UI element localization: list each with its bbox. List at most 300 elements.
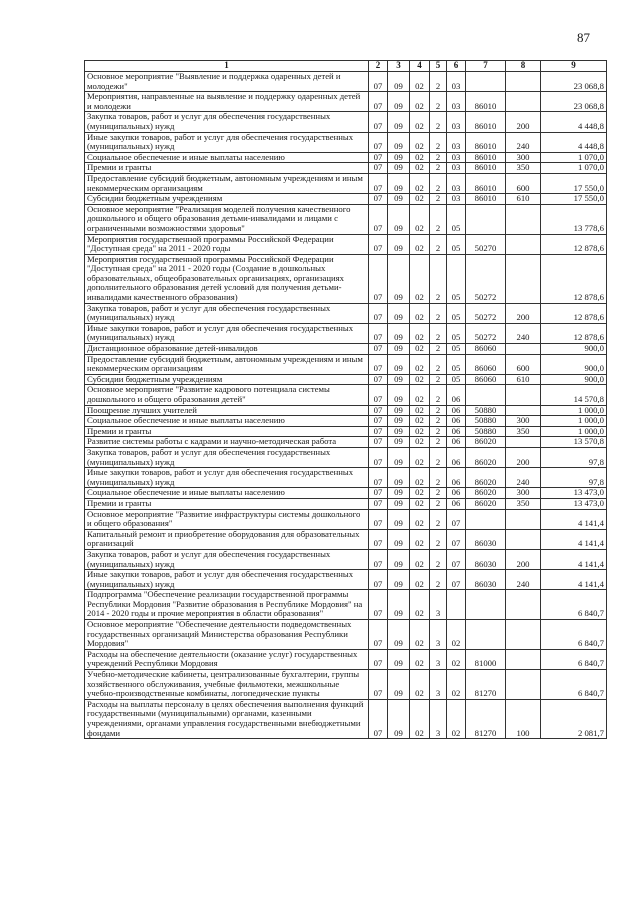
row-name-cell: Социальное обеспечение и иные выплаты населению xyxy=(85,152,369,163)
subsection-code-cell: 09 xyxy=(388,488,410,499)
event-code-cell: 03 xyxy=(447,72,466,92)
event-code-cell: 02 xyxy=(447,649,466,669)
program-code-cell: 02 xyxy=(410,405,430,416)
subsection-code-cell: 09 xyxy=(388,234,410,254)
subprogram-code-cell: 2 xyxy=(430,426,447,437)
direction-code-cell: 50880 xyxy=(466,426,506,437)
amount-cell: 12 878,6 xyxy=(541,303,607,323)
expense-type-code-cell: 200 xyxy=(506,303,541,323)
section-code-cell: 07 xyxy=(369,385,388,405)
event-code-cell xyxy=(447,590,466,620)
table-row xyxy=(85,92,607,112)
direction-code-cell: 50272 xyxy=(466,303,506,323)
subsection-code-cell: 09 xyxy=(388,344,410,355)
expense-type-code-cell: 300 xyxy=(506,152,541,163)
program-code-cell: 02 xyxy=(410,303,430,323)
event-code-cell: 03 xyxy=(447,152,466,163)
table-row xyxy=(85,204,607,234)
page-number: 87 xyxy=(577,30,590,45)
header-cell: 6 xyxy=(447,61,466,72)
section-code-cell: 07 xyxy=(369,426,388,437)
subprogram-code-cell: 3 xyxy=(430,620,447,650)
direction-code-cell: 86010 xyxy=(466,132,506,152)
event-code-cell: 03 xyxy=(447,132,466,152)
row-name-cell: Субсидии бюджетным учреждениям xyxy=(85,374,369,385)
section-code-cell: 07 xyxy=(369,354,388,374)
subsection-code-cell: 09 xyxy=(388,152,410,163)
table-row xyxy=(85,163,607,174)
expense-type-code-cell xyxy=(506,385,541,405)
section-code-cell: 07 xyxy=(369,468,388,488)
table-row xyxy=(85,354,607,374)
subprogram-code-cell: 2 xyxy=(430,354,447,374)
amount-cell: 17 550,0 xyxy=(541,173,607,193)
subsection-code-cell: 09 xyxy=(388,437,410,448)
subprogram-code-cell: 2 xyxy=(430,152,447,163)
subprogram-code-cell: 2 xyxy=(430,194,447,205)
program-code-cell: 02 xyxy=(410,447,430,467)
expense-type-code-cell xyxy=(506,92,541,112)
subprogram-code-cell: 2 xyxy=(430,416,447,427)
expense-type-code-cell xyxy=(506,509,541,529)
direction-code-cell: 81270 xyxy=(466,670,506,700)
section-code-cell: 07 xyxy=(369,194,388,205)
program-code-cell: 02 xyxy=(410,112,430,132)
subsection-code-cell: 09 xyxy=(388,447,410,467)
subprogram-code-cell: 2 xyxy=(430,509,447,529)
subsection-code-cell: 09 xyxy=(388,498,410,509)
section-code-cell: 07 xyxy=(369,570,388,590)
event-code-cell: 07 xyxy=(447,570,466,590)
table-row xyxy=(85,385,607,405)
expense-type-code-cell xyxy=(506,234,541,254)
program-code-cell: 02 xyxy=(410,498,430,509)
event-code-cell: 05 xyxy=(447,254,466,303)
section-code-cell: 07 xyxy=(369,234,388,254)
row-name-cell: Субсидии бюджетным учреждениям xyxy=(85,194,369,205)
amount-cell: 12 878,6 xyxy=(541,254,607,303)
direction-code-cell: 86010 xyxy=(466,92,506,112)
section-code-cell: 07 xyxy=(369,488,388,499)
row-name-cell: Закупка товаров, работ и услуг для обеспечения государственных (муниципальных) нужд xyxy=(85,303,369,323)
header-cell: 2 xyxy=(369,61,388,72)
expense-type-code-cell xyxy=(506,590,541,620)
section-code-cell: 07 xyxy=(369,254,388,303)
amount-cell: 23 068,8 xyxy=(541,72,607,92)
subprogram-code-cell: 2 xyxy=(430,549,447,569)
subprogram-code-cell: 2 xyxy=(430,374,447,385)
amount-cell: 12 878,6 xyxy=(541,234,607,254)
subprogram-code-cell: 2 xyxy=(430,570,447,590)
program-code-cell: 02 xyxy=(410,699,430,738)
table-row xyxy=(85,570,607,590)
expense-type-code-cell xyxy=(506,649,541,669)
program-code-cell: 02 xyxy=(410,344,430,355)
program-code-cell: 02 xyxy=(410,649,430,669)
amount-cell: 4 141,4 xyxy=(541,529,607,549)
row-name-cell: Премии и гранты xyxy=(85,426,369,437)
expense-type-code-cell xyxy=(506,72,541,92)
row-name-cell: Основное мероприятие "Обеспечение деятельности подведомственных государственных организаций Министерства образования Республики Мордовия" xyxy=(85,620,369,650)
expense-type-code-cell: 200 xyxy=(506,549,541,569)
amount-cell: 13 778,6 xyxy=(541,204,607,234)
event-code-cell: 06 xyxy=(447,488,466,499)
program-code-cell: 02 xyxy=(410,194,430,205)
table-row xyxy=(85,112,607,132)
event-code-cell: 03 xyxy=(447,173,466,193)
direction-code-cell: 86020 xyxy=(466,447,506,467)
subprogram-code-cell: 3 xyxy=(430,670,447,700)
subsection-code-cell: 09 xyxy=(388,163,410,174)
section-code-cell: 07 xyxy=(369,163,388,174)
direction-code-cell xyxy=(466,620,506,650)
subprogram-code-cell: 2 xyxy=(430,204,447,234)
event-code-cell: 06 xyxy=(447,498,466,509)
program-code-cell: 02 xyxy=(410,620,430,650)
row-name-cell: Основное мероприятие "Развитие кадрового потенциала системы дошкольного и общего образования детей" xyxy=(85,385,369,405)
header-cell: 3 xyxy=(388,61,410,72)
header-cell: 5 xyxy=(430,61,447,72)
row-name-cell: Премии и гранты xyxy=(85,498,369,509)
subprogram-code-cell: 2 xyxy=(430,112,447,132)
table-row xyxy=(85,670,607,700)
subprogram-code-cell: 3 xyxy=(430,699,447,738)
direction-code-cell: 86010 xyxy=(466,152,506,163)
event-code-cell: 06 xyxy=(447,447,466,467)
expense-type-code-cell xyxy=(506,405,541,416)
table-row xyxy=(85,699,607,738)
direction-code-cell xyxy=(466,204,506,234)
event-code-cell: 05 xyxy=(447,354,466,374)
section-code-cell: 07 xyxy=(369,529,388,549)
row-name-cell: Социальное обеспечение и иные выплаты населению xyxy=(85,416,369,427)
header-cell: 7 xyxy=(466,61,506,72)
subsection-code-cell: 09 xyxy=(388,670,410,700)
event-code-cell: 06 xyxy=(447,468,466,488)
expense-type-code-cell xyxy=(506,620,541,650)
expense-type-code-cell: 300 xyxy=(506,416,541,427)
subsection-code-cell: 09 xyxy=(388,549,410,569)
amount-cell: 1 000,0 xyxy=(541,405,607,416)
subsection-code-cell: 09 xyxy=(388,509,410,529)
event-code-cell: 05 xyxy=(447,303,466,323)
amount-cell: 1 000,0 xyxy=(541,416,607,427)
event-code-cell: 06 xyxy=(447,426,466,437)
table-row xyxy=(85,529,607,549)
program-code-cell: 02 xyxy=(410,72,430,92)
program-code-cell: 02 xyxy=(410,323,430,343)
program-code-cell: 02 xyxy=(410,385,430,405)
row-name-cell: Мероприятия, направленные на выявление и поддержку одаренных детей и молодежи xyxy=(85,92,369,112)
subprogram-code-cell: 3 xyxy=(430,649,447,669)
amount-cell: 6 840,7 xyxy=(541,590,607,620)
subprogram-code-cell: 3 xyxy=(430,590,447,620)
direction-code-cell: 86030 xyxy=(466,549,506,569)
subsection-code-cell: 09 xyxy=(388,529,410,549)
amount-cell: 1 000,0 xyxy=(541,426,607,437)
event-code-cell: 05 xyxy=(447,374,466,385)
expense-type-code-cell: 240 xyxy=(506,323,541,343)
direction-code-cell xyxy=(466,590,506,620)
event-code-cell: 06 xyxy=(447,437,466,448)
row-name-cell: Основное мероприятие "Выявление и поддержка одаренных детей и молодежи" xyxy=(85,72,369,92)
section-code-cell: 07 xyxy=(369,374,388,385)
section-code-cell: 07 xyxy=(369,498,388,509)
table-header-row xyxy=(85,61,607,72)
subprogram-code-cell: 2 xyxy=(430,92,447,112)
section-code-cell: 07 xyxy=(369,620,388,650)
expense-type-code-cell: 600 xyxy=(506,173,541,193)
section-code-cell: 07 xyxy=(369,92,388,112)
subprogram-code-cell: 2 xyxy=(430,529,447,549)
table-row xyxy=(85,447,607,467)
direction-code-cell: 86060 xyxy=(466,354,506,374)
section-code-cell: 07 xyxy=(369,132,388,152)
row-name-cell: Поощрение лучших учителей xyxy=(85,405,369,416)
subprogram-code-cell: 2 xyxy=(430,468,447,488)
amount-cell: 900,0 xyxy=(541,344,607,355)
expense-type-code-cell xyxy=(506,254,541,303)
section-code-cell: 07 xyxy=(369,344,388,355)
event-code-cell: 02 xyxy=(447,620,466,650)
amount-cell: 23 068,8 xyxy=(541,92,607,112)
subsection-code-cell: 09 xyxy=(388,92,410,112)
expense-type-code-cell xyxy=(506,204,541,234)
subprogram-code-cell: 2 xyxy=(430,303,447,323)
subsection-code-cell: 09 xyxy=(388,354,410,374)
budget-table xyxy=(84,60,607,739)
amount-cell: 6 840,7 xyxy=(541,670,607,700)
subprogram-code-cell: 2 xyxy=(430,163,447,174)
table-row xyxy=(85,152,607,163)
event-code-cell: 03 xyxy=(447,112,466,132)
section-code-cell: 07 xyxy=(369,405,388,416)
table-row xyxy=(85,234,607,254)
row-name-cell: Основное мероприятие "Реализация моделей получения качественного дошкольного и общего образования детьми-инвалидами и лицами с ограниченными возможностями здоровья" xyxy=(85,204,369,234)
row-name-cell: Иные закупки товаров, работ и услуг для обеспечения государственных (муниципальных) нужд xyxy=(85,132,369,152)
subsection-code-cell: 09 xyxy=(388,699,410,738)
direction-code-cell: 50272 xyxy=(466,323,506,343)
event-code-cell: 06 xyxy=(447,405,466,416)
program-code-cell: 02 xyxy=(410,173,430,193)
table-row xyxy=(85,303,607,323)
amount-cell: 4 141,4 xyxy=(541,570,607,590)
section-code-cell: 07 xyxy=(369,549,388,569)
subsection-code-cell: 09 xyxy=(388,426,410,437)
event-code-cell: 03 xyxy=(447,163,466,174)
direction-code-cell: 86010 xyxy=(466,112,506,132)
table-row xyxy=(85,437,607,448)
direction-code-cell: 86020 xyxy=(466,468,506,488)
direction-code-cell: 86030 xyxy=(466,529,506,549)
table-row xyxy=(85,488,607,499)
amount-cell: 4 141,4 xyxy=(541,549,607,569)
event-code-cell: 02 xyxy=(447,699,466,738)
row-name-cell: Дистанционное образование детей-инвалидов xyxy=(85,344,369,355)
table-row xyxy=(85,549,607,569)
section-code-cell: 07 xyxy=(369,152,388,163)
section-code-cell: 07 xyxy=(369,447,388,467)
expense-type-code-cell xyxy=(506,437,541,448)
section-code-cell: 07 xyxy=(369,72,388,92)
direction-code-cell: 50880 xyxy=(466,405,506,416)
table-row xyxy=(85,405,607,416)
row-name-cell: Иные закупки товаров, работ и услуг для обеспечения государственных (муниципальных) нужд xyxy=(85,570,369,590)
event-code-cell: 05 xyxy=(447,344,466,355)
direction-code-cell: 86060 xyxy=(466,344,506,355)
section-code-cell: 07 xyxy=(369,437,388,448)
program-code-cell: 02 xyxy=(410,670,430,700)
subprogram-code-cell: 2 xyxy=(430,447,447,467)
section-code-cell: 07 xyxy=(369,590,388,620)
amount-cell: 17 550,0 xyxy=(541,194,607,205)
subprogram-code-cell: 2 xyxy=(430,234,447,254)
program-code-cell: 02 xyxy=(410,92,430,112)
subsection-code-cell: 09 xyxy=(388,194,410,205)
row-name-cell: Основное мероприятие "Развитие инфраструктуры системы дошкольного и общего образования" xyxy=(85,509,369,529)
expense-type-code-cell: 240 xyxy=(506,132,541,152)
amount-cell: 14 570,8 xyxy=(541,385,607,405)
table-row xyxy=(85,620,607,650)
expense-type-code-cell xyxy=(506,344,541,355)
program-code-cell: 02 xyxy=(410,488,430,499)
amount-cell: 4 141,4 xyxy=(541,509,607,529)
subsection-code-cell: 09 xyxy=(388,385,410,405)
amount-cell: 13 473,0 xyxy=(541,488,607,499)
event-code-cell: 02 xyxy=(447,670,466,700)
amount-cell: 6 840,7 xyxy=(541,649,607,669)
subsection-code-cell: 09 xyxy=(388,204,410,234)
header-cell: 9 xyxy=(541,61,607,72)
row-name-cell: Расходы на выплаты персоналу в целях обеспечения выполнения функций государственными (муниципальными) органами, казенными учреждениями, органами управления государственными внебюджетными фондами xyxy=(85,699,369,738)
section-code-cell: 07 xyxy=(369,323,388,343)
program-code-cell: 02 xyxy=(410,416,430,427)
row-name-cell: Предоставление субсидий бюджетным, автономным учреждениям и иным некоммерческим организациям xyxy=(85,173,369,193)
expense-type-code-cell: 610 xyxy=(506,374,541,385)
direction-code-cell: 86010 xyxy=(466,163,506,174)
section-code-cell: 07 xyxy=(369,112,388,132)
subprogram-code-cell: 2 xyxy=(430,323,447,343)
expense-type-code-cell: 350 xyxy=(506,426,541,437)
row-name-cell: Премии и гранты xyxy=(85,163,369,174)
direction-code-cell: 86010 xyxy=(466,173,506,193)
expense-type-code-cell xyxy=(506,529,541,549)
direction-code-cell xyxy=(466,72,506,92)
subsection-code-cell: 09 xyxy=(388,468,410,488)
direction-code-cell: 50272 xyxy=(466,254,506,303)
table-body xyxy=(85,72,607,739)
table-row xyxy=(85,194,607,205)
program-code-cell: 02 xyxy=(410,529,430,549)
amount-cell: 4 448,8 xyxy=(541,132,607,152)
event-code-cell: 03 xyxy=(447,92,466,112)
event-code-cell: 07 xyxy=(447,509,466,529)
program-code-cell: 02 xyxy=(410,549,430,569)
section-code-cell: 07 xyxy=(369,173,388,193)
program-code-cell: 02 xyxy=(410,152,430,163)
program-code-cell: 02 xyxy=(410,254,430,303)
row-name-cell: Учебно-методические кабинеты, централизованные бухгалтерии, группы хозяйственного обслуживания, учебные фильмотеки, межшкольные учебно-производственные комбинаты, логопедические пункты xyxy=(85,670,369,700)
row-name-cell: Иные закупки товаров, работ и услуг для обеспечения государственных (муниципальных) нужд xyxy=(85,323,369,343)
program-code-cell: 02 xyxy=(410,354,430,374)
row-name-cell: Социальное обеспечение и иные выплаты населению xyxy=(85,488,369,499)
program-code-cell: 02 xyxy=(410,590,430,620)
table-row xyxy=(85,426,607,437)
program-code-cell: 02 xyxy=(410,468,430,488)
subsection-code-cell: 09 xyxy=(388,112,410,132)
amount-cell: 6 840,7 xyxy=(541,620,607,650)
direction-code-cell: 50270 xyxy=(466,234,506,254)
subprogram-code-cell: 2 xyxy=(430,498,447,509)
expense-type-code-cell: 200 xyxy=(506,112,541,132)
program-code-cell: 02 xyxy=(410,204,430,234)
amount-cell: 13 473,0 xyxy=(541,498,607,509)
table-row xyxy=(85,132,607,152)
subsection-code-cell: 09 xyxy=(388,649,410,669)
section-code-cell: 07 xyxy=(369,509,388,529)
section-code-cell: 07 xyxy=(369,303,388,323)
program-code-cell: 02 xyxy=(410,437,430,448)
expense-type-code-cell: 350 xyxy=(506,163,541,174)
row-name-cell: Капитальный ремонт и приобретение оборудования для образовательных организаций xyxy=(85,529,369,549)
header-cell: 8 xyxy=(506,61,541,72)
expense-type-code-cell: 200 xyxy=(506,447,541,467)
direction-code-cell: 81270 xyxy=(466,699,506,738)
table-row xyxy=(85,468,607,488)
amount-cell: 2 081,7 xyxy=(541,699,607,738)
event-code-cell: 05 xyxy=(447,234,466,254)
direction-code-cell: 81000 xyxy=(466,649,506,669)
row-name-cell: Мероприятия государственной программы Российской Федерации "Доступная среда" на 2011 - 2020 годы xyxy=(85,234,369,254)
row-name-cell: Закупка товаров, работ и услуг для обеспечения государственных (муниципальных) нужд xyxy=(85,112,369,132)
row-name-cell: Иные закупки товаров, работ и услуг для обеспечения государственных (муниципальных) нужд xyxy=(85,468,369,488)
subsection-code-cell: 09 xyxy=(388,405,410,416)
direction-code-cell: 86060 xyxy=(466,374,506,385)
section-code-cell: 07 xyxy=(369,416,388,427)
expense-type-code-cell: 300 xyxy=(506,488,541,499)
direction-code-cell: 86010 xyxy=(466,194,506,205)
amount-cell: 1 070,0 xyxy=(541,152,607,163)
event-code-cell: 06 xyxy=(447,416,466,427)
expense-type-code-cell: 240 xyxy=(506,570,541,590)
subprogram-code-cell: 2 xyxy=(430,254,447,303)
row-name-cell: Закупка товаров, работ и услуг для обеспечения государственных (муниципальных) нужд xyxy=(85,447,369,467)
program-code-cell: 02 xyxy=(410,234,430,254)
subprogram-code-cell: 2 xyxy=(430,173,447,193)
table-row xyxy=(85,344,607,355)
row-name-cell: Развитие системы работы с кадрами и научно-методическая работа xyxy=(85,437,369,448)
amount-cell: 97,8 xyxy=(541,468,607,488)
program-code-cell: 02 xyxy=(410,374,430,385)
expense-type-code-cell: 600 xyxy=(506,354,541,374)
table-row xyxy=(85,72,607,92)
table-row xyxy=(85,374,607,385)
program-code-cell: 02 xyxy=(410,132,430,152)
amount-cell: 4 448,8 xyxy=(541,112,607,132)
subsection-code-cell: 09 xyxy=(388,72,410,92)
expense-type-code-cell xyxy=(506,670,541,700)
subprogram-code-cell: 2 xyxy=(430,132,447,152)
row-name-cell: Расходы на обеспечение деятельности (оказание услуг) государственных учреждений Республики Мордовия xyxy=(85,649,369,669)
row-name-cell: Закупка товаров, работ и услуг для обеспечения государственных (муниципальных) нужд xyxy=(85,549,369,569)
direction-code-cell: 86020 xyxy=(466,488,506,499)
section-code-cell: 07 xyxy=(369,670,388,700)
direction-code-cell: 86020 xyxy=(466,437,506,448)
subprogram-code-cell: 2 xyxy=(430,488,447,499)
subsection-code-cell: 09 xyxy=(388,132,410,152)
section-code-cell: 07 xyxy=(369,699,388,738)
amount-cell: 900,0 xyxy=(541,374,607,385)
